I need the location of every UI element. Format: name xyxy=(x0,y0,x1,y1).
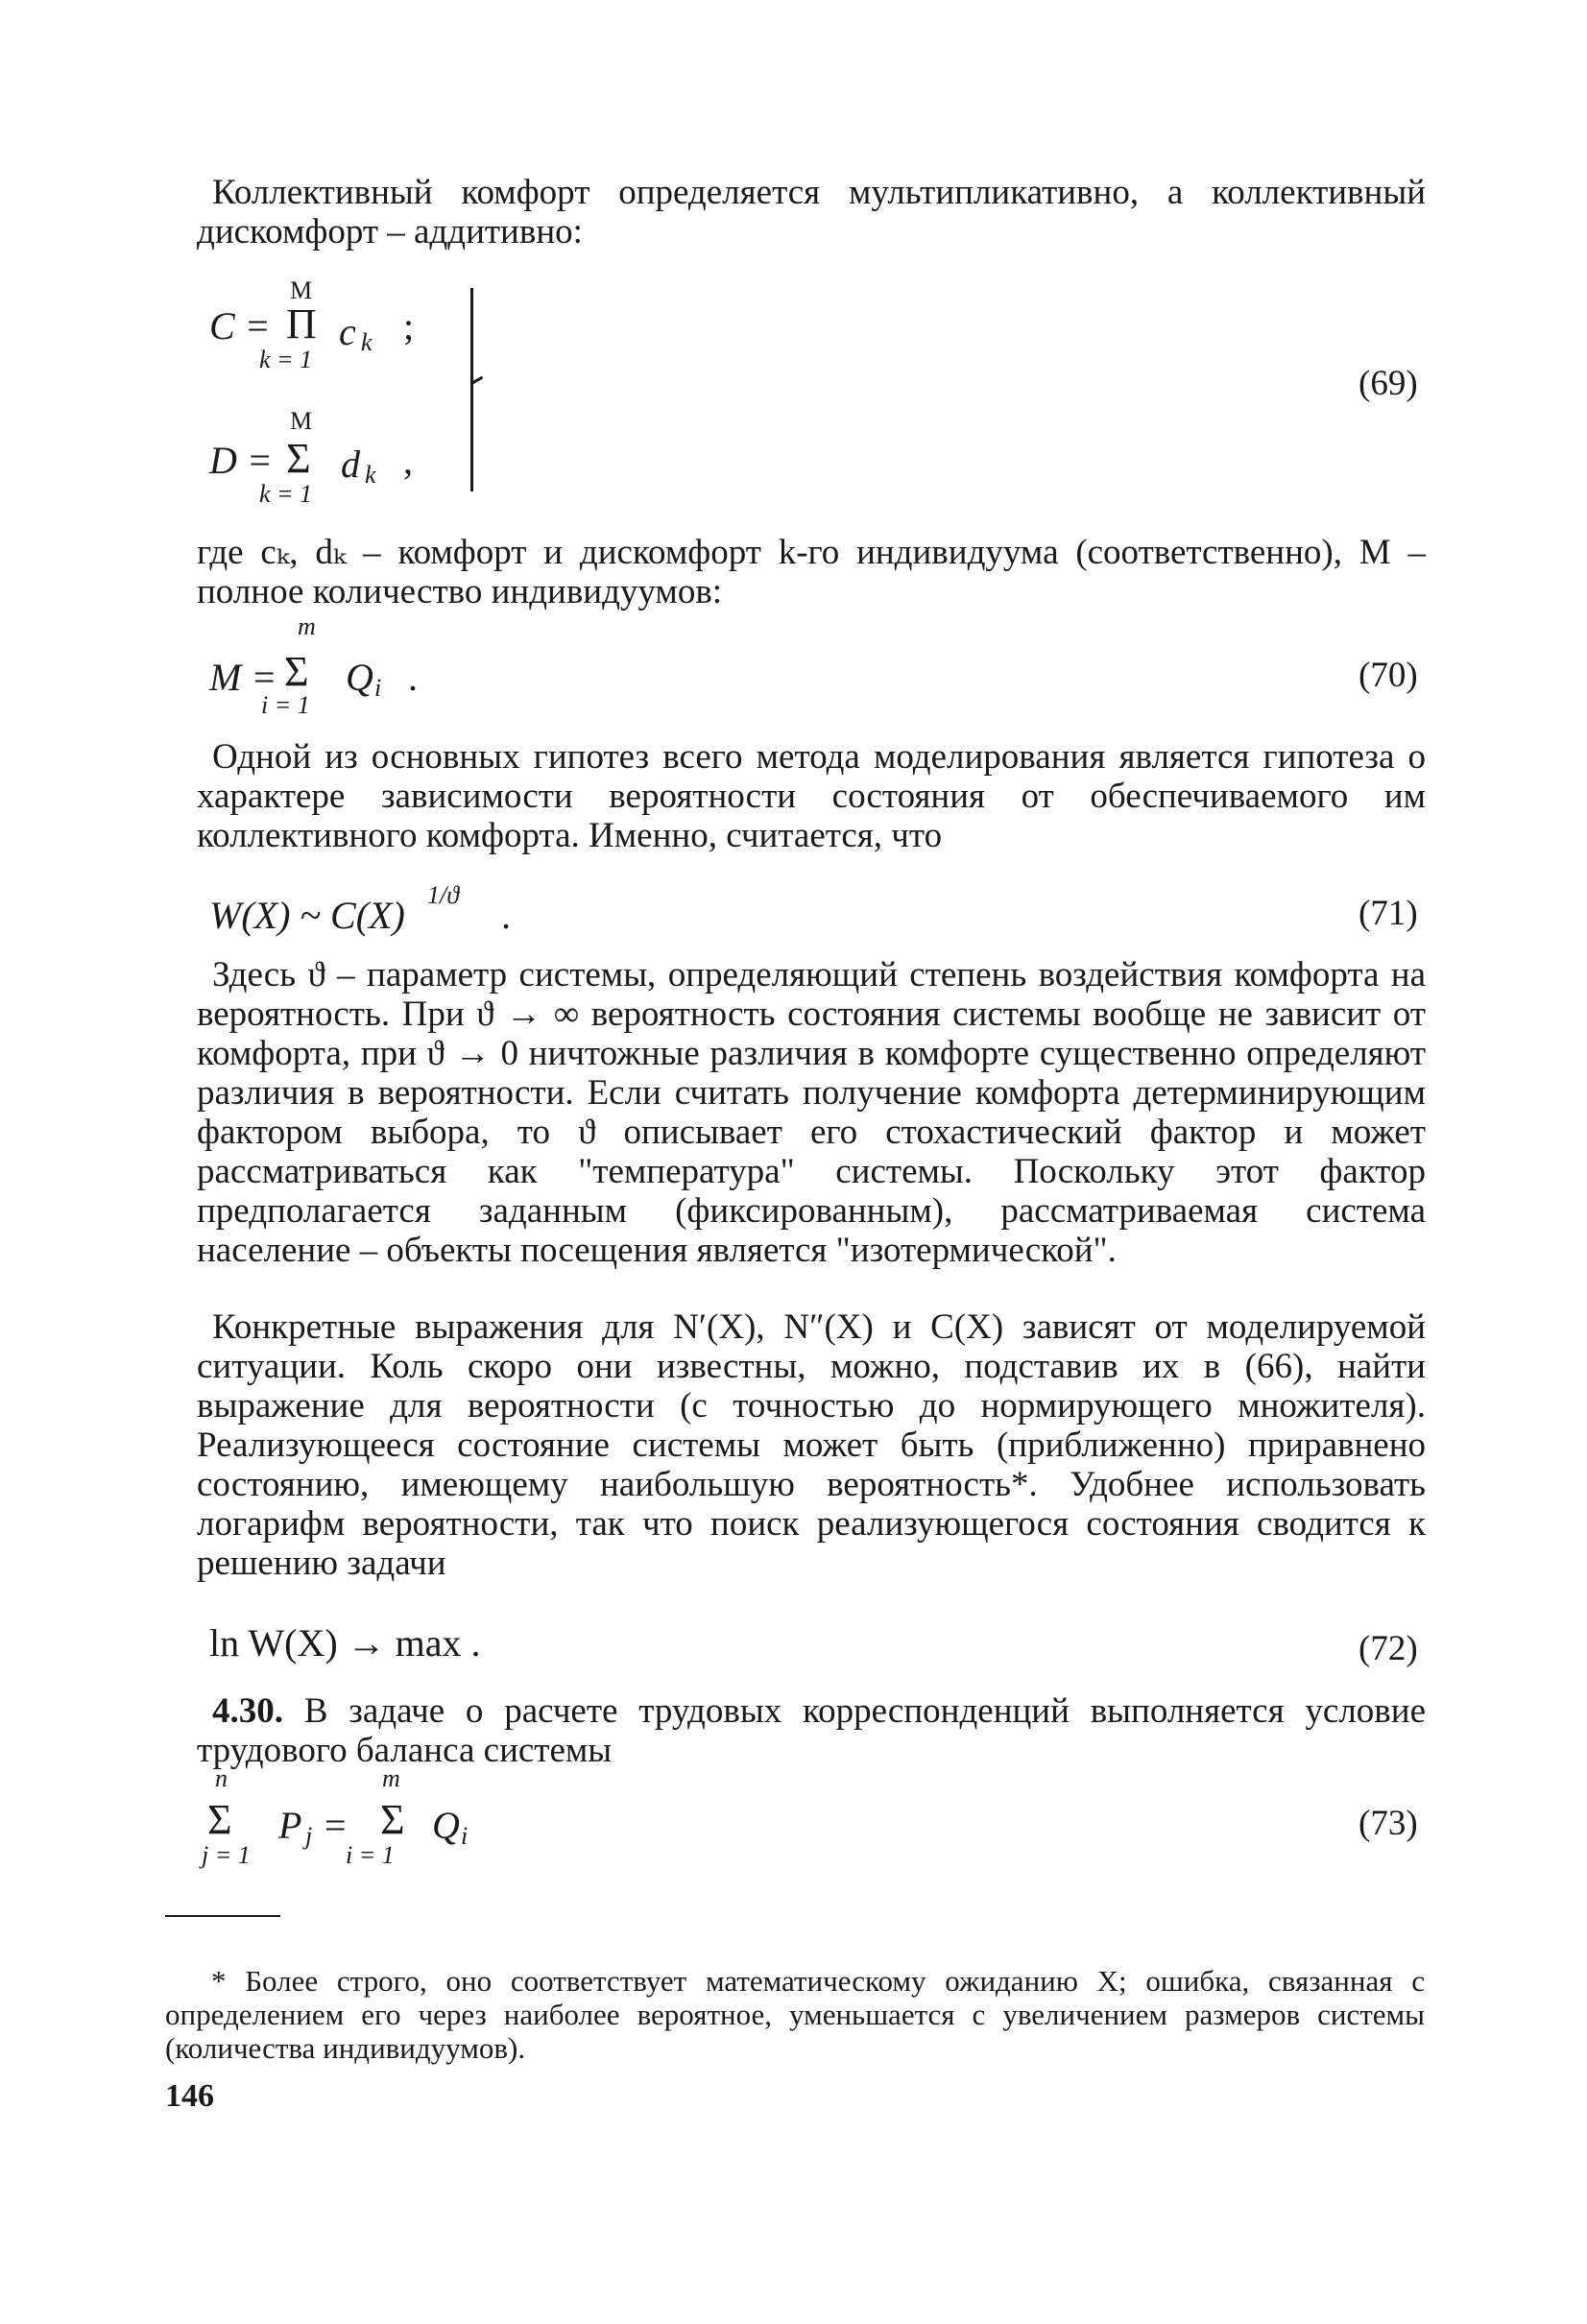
eq70-tail: . xyxy=(408,656,418,699)
eq69-right-brace xyxy=(451,288,473,491)
eq69-number: (69) xyxy=(1359,364,1418,403)
paragraph-4: Здесь ϑ – параметр системы, определяющий степень воздействия комфорта на вероятность. При ϑ → ∞ вероятность состояния системы вообще не зависит от комфорта, при ϑ → 0 ничтожные различия в комфорте существенно определяют различия в вероятности. Если считать получение комфорта детерминирующим фактором выбора, то ϑ описывает его стохастический фактор и может рассматриваться как "температура" системы. Поскольку этот фактор предполагается заданным (фиксированным), рассматриваемая система население – объекты посещения является "изотермической". xyxy=(197,955,1426,1270)
eq70-sub: i xyxy=(374,674,382,702)
eq73-upper-1: n xyxy=(215,1764,228,1792)
eq69-c-lhs: C = xyxy=(209,304,271,347)
paragraph-5: Конкретные выражения для N′(X), N″(X) и C(X) зависят от моделируемой ситуации. Коль скоро они известны, можно, подставив их в (66), найти выражение для вероятности (с точностью до нормирующего множителя). Реализующееся состояние системы может быть (приближенно) приравнено состоянию, имеющему наибольшую вероятность*. Удобнее использовать логарифм вероятности, так что поиск реализующегося состояния сводится к решению задачи xyxy=(197,1307,1426,1583)
eq70-number: (70) xyxy=(1359,656,1418,695)
eq71-exponent: 1/ϑ xyxy=(427,881,459,909)
eq69-d-upper: M xyxy=(290,407,313,435)
eq73-upper-2: m xyxy=(382,1764,400,1792)
eq73-sum-sign-2: Σ xyxy=(380,1796,405,1843)
eq69-c-upper: M xyxy=(290,276,313,304)
eq69-d-sub: k xyxy=(365,461,376,489)
eq73-equals: = xyxy=(325,1804,347,1847)
eq72-number: (72) xyxy=(1359,1629,1418,1668)
eq69-c-term: c xyxy=(339,310,356,353)
footnote: * Более строго, оно соответствует математическому ожиданию X; ошибка, связанная с определением его через наиболее вероятное, уменьшается с увеличением размеров системы (количества индивидуумов). xyxy=(165,1964,1425,2065)
paragraph-1: Коллективный комфорт определяется мультипликативно, а коллективный дискомфорт – аддитивно: xyxy=(197,173,1426,252)
paragraph-2: где cₖ, dₖ – комфорт и дискомфорт k-го индивидуума (соответственно), M – полное количество индивидуумов: xyxy=(197,533,1426,611)
eq70-term: Q xyxy=(346,656,373,699)
eq73-lower-1: j = 1 xyxy=(202,1841,251,1869)
eq70-upper: m xyxy=(298,612,316,640)
eq69-c-sub: k xyxy=(361,328,373,356)
eq70-lhs: M = xyxy=(209,656,277,699)
eq69-product-sign: Π xyxy=(286,300,317,347)
eq71-tail: . xyxy=(501,894,511,937)
footnote-separator xyxy=(165,1915,280,1917)
section-number: 4.30. xyxy=(212,1691,283,1731)
eq69-d-term: d xyxy=(341,443,360,486)
page-number: 146 xyxy=(165,2078,214,2114)
eq69-sum-sign: Σ xyxy=(286,435,311,482)
paragraph-6-text: В задаче о расчете трудовых корреспонденций выполняется условие трудового баланса системы xyxy=(197,1691,1426,1770)
paragraph-6 xyxy=(197,1691,1426,1770)
eq71-number: (71) xyxy=(1359,894,1418,933)
eq69-c-lower: k = 1 xyxy=(259,346,313,373)
eq69-c-tail: ; xyxy=(403,304,415,347)
paragraph-3: Одной из основных гипотез всего метода моделирования является гипотеза о характере зависимости вероятности состояния от обеспечиваемого им коллективного комфорта. Именно, считается, что xyxy=(197,737,1426,855)
eq73-number: (73) xyxy=(1359,1804,1418,1843)
eq69-d-lower: k = 1 xyxy=(259,480,313,508)
eq69-d-tail: , xyxy=(403,439,413,482)
eq70-lower: i = 1 xyxy=(261,691,310,719)
eq73-sum-sign-1: Σ xyxy=(207,1796,232,1843)
eq73-sub-1: j xyxy=(305,1822,313,1850)
eq73-term-2: Q xyxy=(432,1804,460,1847)
eq70-sum-sign: Σ xyxy=(284,648,309,695)
eq73-sub-2: i xyxy=(461,1822,469,1850)
eq72-expr: ln W(X) → max . xyxy=(209,1621,481,1665)
eq71-lhs: W(X) ~ C(X) xyxy=(209,894,405,937)
eq73-lower-2: i = 1 xyxy=(346,1841,395,1869)
eq69-d-lhs: D = xyxy=(209,439,273,482)
eq73-term-1: P xyxy=(278,1804,302,1847)
